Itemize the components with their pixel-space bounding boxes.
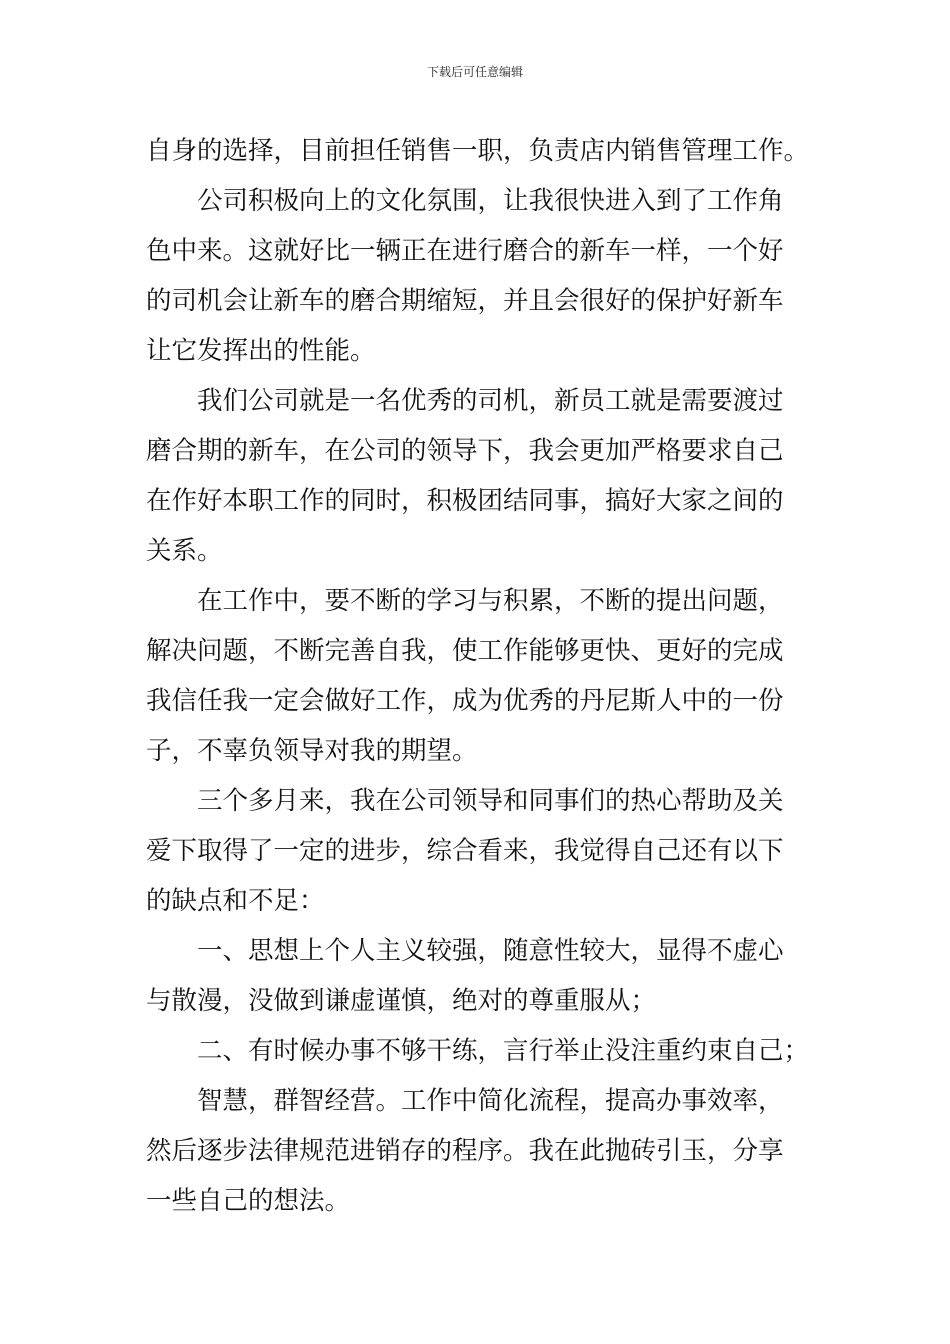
text-line: 与散漫，没做到谦虚谨慎，绝对的尊重服从； [146, 986, 657, 1016]
text-line: 一、思想上个人主义较强，随意性较大，显得不虚心 [197, 936, 784, 966]
document-body [146, 126, 810, 1226]
text-line: 让它发挥出的性能。 [146, 336, 376, 366]
text-line: 子，不辜负领导对我的期望。 [146, 736, 478, 766]
text-line: 公司积极向上的文化氛围，让我很快进入到了工作角 [197, 186, 784, 216]
text-line: 的缺点和不足： [146, 886, 325, 916]
text-line: 三个多月来，我在公司领导和同事们的热心帮助及关 [197, 786, 784, 816]
text-line: 然后逐步法律规范进销存的程序。我在此抛砖引玉，分享 [146, 1136, 784, 1166]
text-line: 在作好本职工作的同时，积极团结同事，搞好大家之间的 [146, 486, 784, 516]
text-line: 一些自己的想法。 [146, 1186, 351, 1216]
text-line: 色中来。这就好比一辆正在进行磨合的新车一样，一个好 [146, 236, 784, 266]
text-line: 的司机会让新车的磨合期缩短，并且会很好的保护好新车 [146, 286, 784, 316]
text-line: 自身的选择，目前担任销售一职，负责店内销售管理工作。 [146, 136, 810, 166]
text-line: 磨合期的新车，在公司的领导下，我会更加严格要求自己 [146, 436, 784, 466]
text-line: 在工作中，要不断的学习与积累，不断的提出问题， [197, 586, 784, 616]
page-header-note: 下载后可任意编辑 [426, 65, 523, 79]
text-line: 我们公司就是一名优秀的司机，新员工就是需要渡过 [197, 386, 784, 416]
text-line: 智慧，群智经营。工作中简化流程，提高办事效率， [197, 1086, 784, 1116]
text-line: 二、有时候办事不够干练，言行举止没注重约束自己； [197, 1036, 810, 1066]
text-line: 关系。 [146, 536, 223, 566]
text-line: 爱下取得了一定的进步，综合看来，我觉得自己还有以下 [146, 836, 784, 866]
text-line: 我信任我一定会做好工作，成为优秀的丹尼斯人中的一份 [146, 686, 784, 716]
text-line: 解决问题，不断完善自我，使工作能够更快、更好的完成 [146, 636, 784, 666]
